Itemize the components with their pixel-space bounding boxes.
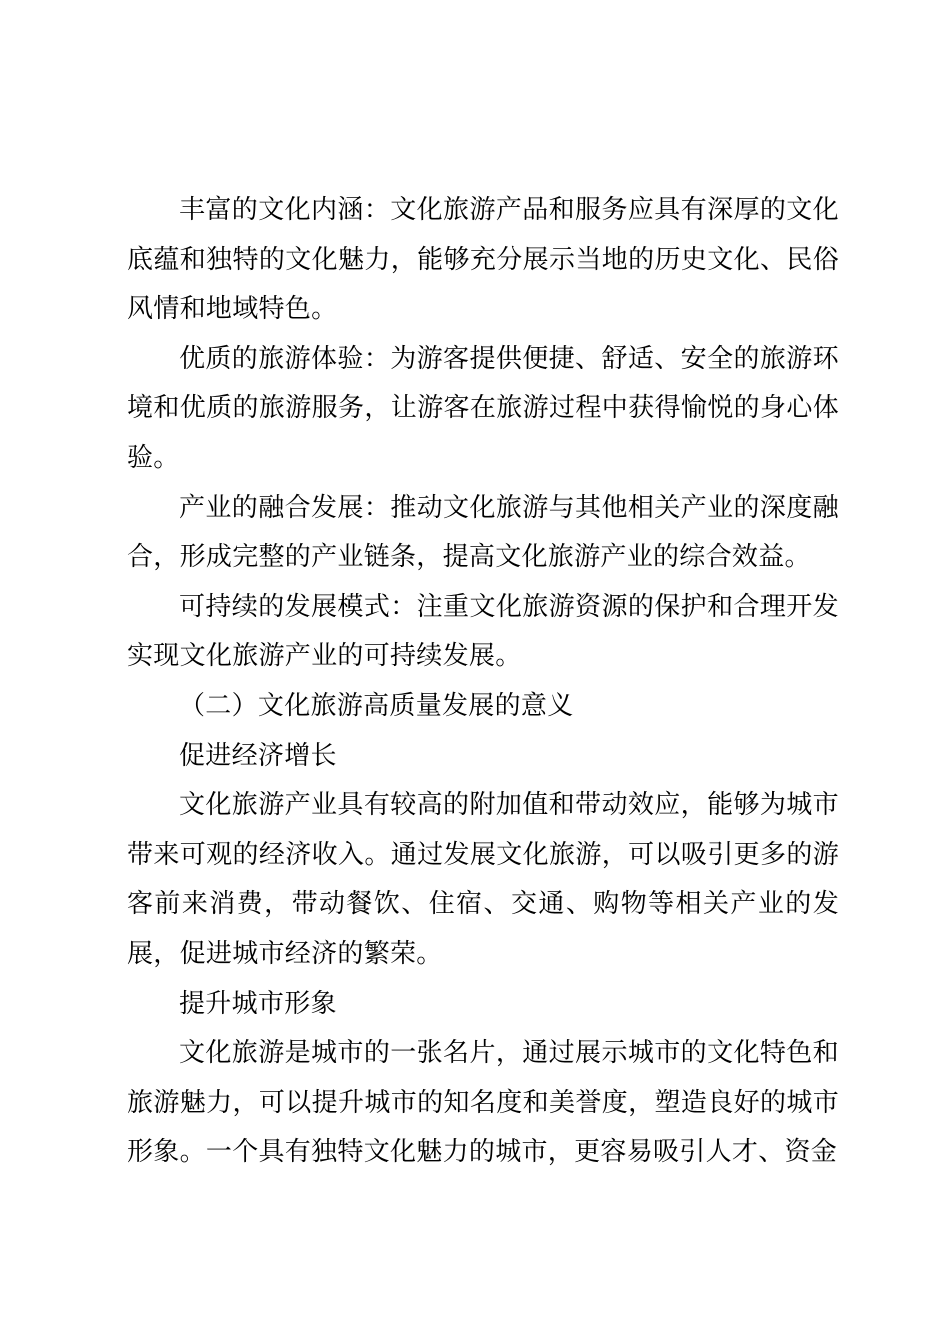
paragraph-tourism-experience: 优质的旅游体验：为游客提供便捷、舒适、安全的旅游环境和优质的旅游服务，让游客在旅游过程中获得愉悦的身心体验。 — [127, 343, 839, 473]
paragraph-sustainable-model: 可持续的发展模式：注重文化旅游资源的保护和合理开发实现文化旅游产业的可持续发展。 — [127, 591, 839, 672]
paragraph-industry-integration: 产业的融合发展：推动文化旅游与其他相关产业的深度融合，形成完整的产业链条，提高文化旅游产业的综合效益。 — [127, 492, 839, 573]
document-body — [127, 186, 839, 1178]
section-heading-significance: （二）文化旅游高质量发展的意义 — [179, 690, 574, 721]
paragraph-city-image: 文化旅游是城市的一张名片，通过展示城市的文化特色和旅游魅力，可以提升城市的知名度和美誉度，塑造良好的城市形象。一个具有独特文化魅力的城市，更容易吸引人才、资金 — [127, 1038, 839, 1168]
paragraph-economic-growth: 文化旅游产业具有较高的附加值和带动效应，能够为城市带来可观的经济收入。通过发展文化旅游，可以吸引更多的游客前来消费，带动餐饮、住宿、交通、购物等相关产业的发展，促进城市经济的繁荣。 — [127, 790, 839, 969]
subheading-city-image: 提升城市形象 — [179, 988, 337, 1019]
paragraph-cultural-connotation: 丰富的文化内涵：文化旅游产品和服务应具有深厚的文化底蕴和独特的文化魅力，能够充分展示当地的历史文化、民俗风情和地域特色。 — [127, 195, 839, 325]
subheading-economic-growth: 促进经济增长 — [179, 740, 337, 771]
